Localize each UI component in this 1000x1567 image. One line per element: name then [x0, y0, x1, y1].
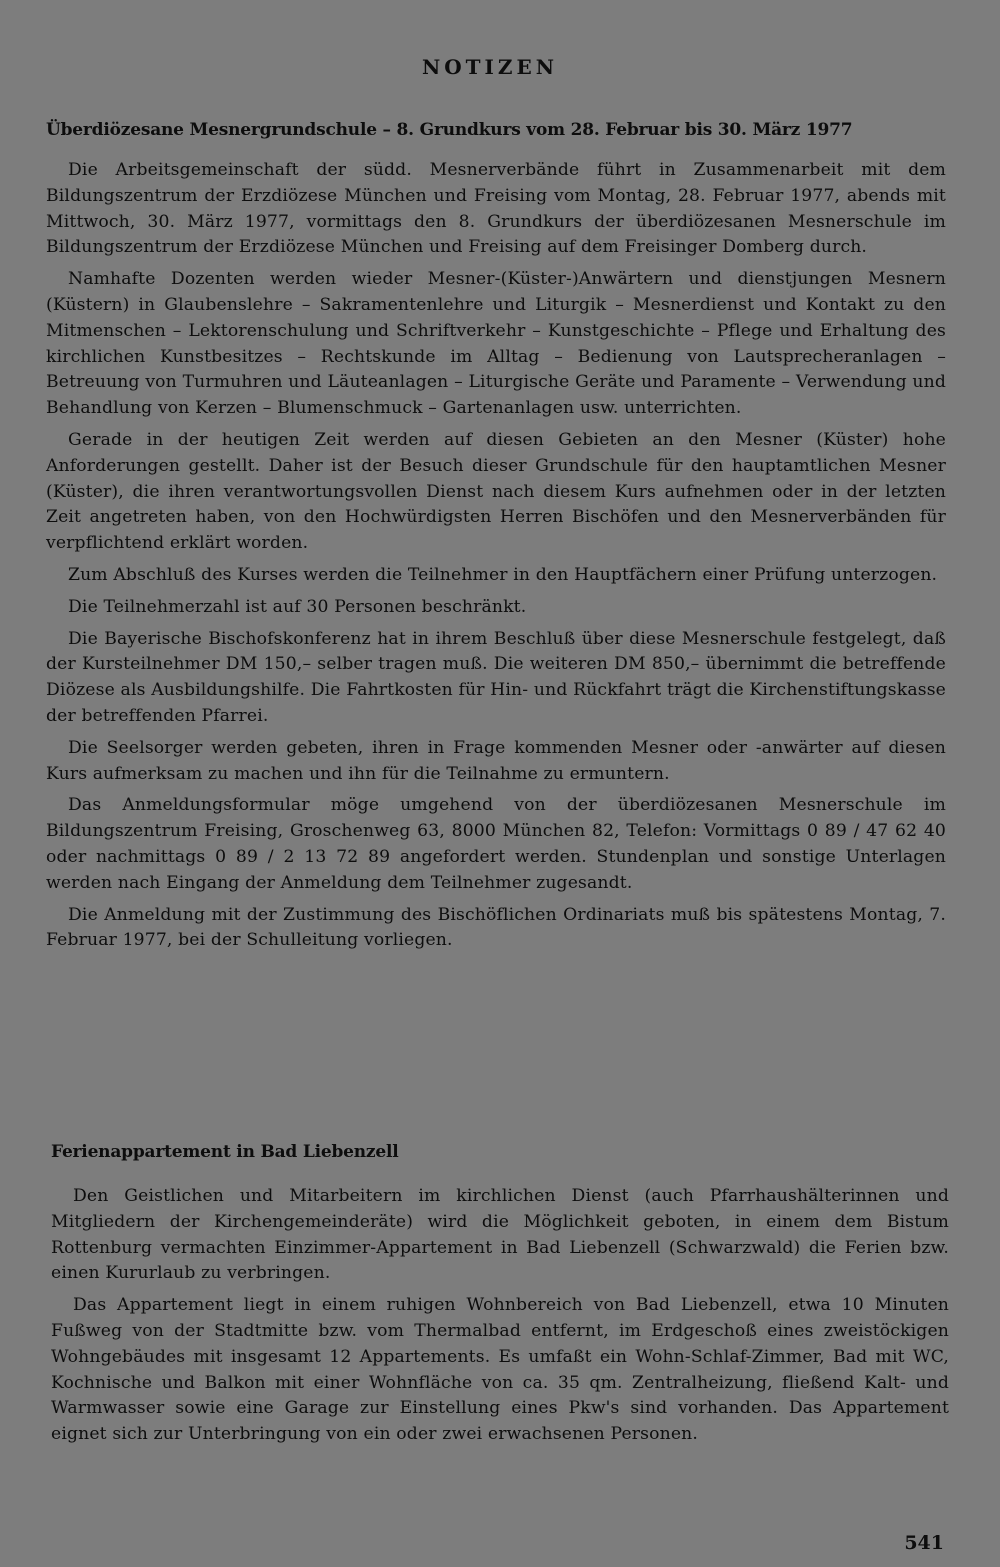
paragraph: Namhafte Dozenten werden wieder Mesner-(Küster-)Anwärtern und dienstjungen Mesnern (Küstern) in Glaubenslehre – Sakramentenlehre und Liturgik – Mesnerdienst und Kontakt zu den Mitmenschen – Lektorenschulung und Schriftverkehr – Kunstgeschichte – Pflege und Erhaltung des kirchlichen Kunstbesitzes – Rechtskunde im Alltag – Bedienung von Lautsprecheranlagen – Betreuung von Turmuhren und Läuteanlagen – Liturgische Geräte und Paramente – Verwendung und Behandlung von Kerzen – Blumenschmuck – Gartenanlagen usw. unterrichten.: [46, 269, 946, 419]
paragraph: Die Bayerische Bischofskonferenz hat in ihrem Beschluß über diese Mesnerschule festgelegt, daß der Kursteilnehmer DM 150,– selber tragen muß. Die weiteren DM 850,– übernimmt die betreffende Diözese als Ausbildungshilfe. Die Fahrtkosten für Hin- und Rückfahrt trägt die Kirchenstiftungskasse der betreffenden Pfarrei.: [46, 628, 946, 726]
paragraph: Das Anmeldungsformular möge umgehend von der überdiözesanen Mesnerschule im Bildungszentrum Freising, Groschenweg 63, 8000 München 82, Telefon: Vormittags 0 89 / 47 62 40 oder nachmittags 0 89 / 2 13 72 89 angefordert werden. Stundenplan und sonstige Unterlagen werden nach Eingang der Anmeldung dem Teilnehmer zugesandt.: [46, 795, 946, 893]
paragraph: Das Appartement liegt in einem ruhigen Wohnbereich von Bad Liebenzell, etwa 10 Minuten Fußweg von der Stadtmitte bzw. vom Thermalbad entfernt, im Erdgeschoß eines zweistöckigen Wohngebäudes mit insgesamt 12 Appartements. Es umfaßt ein Wohn-Schlaf-Zimmer, Bad mit WC, Kochnische und Balkon mit einer Wohnfläche von ca. 35 qm. Zentralheizung, fließend Kalt- und Warmwasser sowie eine Garage zur Einstellung eines Pkw's sind vorhanden. Das Appartement eignet sich zur Unterbringung von ein oder zwei erwachsenen Personen.: [51, 1295, 949, 1445]
paragraph: Gerade in der heutigen Zeit werden auf diesen Gebieten an den Mesner (Küster) hohe Anforderungen gestellt. Daher ist der Besuch dieser Grundschule für den hauptamtlichen Mesner (Küster), die ihren verantwortungsvollen Dienst nach diesem Kurs aufnehmen oder in der letzten Zeit angetreten haben, von den Hochwürdigsten Herren Bischöfen und den Mesnerverbänden für verpflichtend erklärt worden.: [46, 429, 946, 554]
article-title: Ferienappartement in Bad Liebenzell: [51, 1142, 399, 1162]
paragraph: Die Seelsorger werden gebeten, ihren in Frage kommenden Mesner oder -anwärter auf diesen Kurs aufmerksam zu machen und ihn für die Teilnahme zu ermuntern.: [46, 737, 946, 784]
paragraph: Den Geistlichen und Mitarbeitern im kirchlichen Dienst (auch Pfarrhaushälterinnen und Mitgliedern der Kirchengemeinderäte) wird die Möglichkeit geboten, in einem dem Bistum Rottenburg vermachten Einzimmer-Appartement in Bad Liebenzell (Schwarzwald) die Ferien bzw. einen Kururlaub zu verbringen.: [51, 1186, 949, 1284]
article-ferienappartement: [46, 1140, 949, 1454]
article-mesnergrundschule: [46, 118, 946, 960]
paragraph: Die Arbeitsgemeinschaft der südd. Mesnerverbände führt in Zusammenarbeit mit dem Bildungszentrum der Erzdiözese München und Freising vom Montag, 28. Februar 1977, abends mit Mittwoch, 30. März 1977, vormittags den 8. Grundkurs der überdiözesanen Mesnerschule im Bildungszentrum der Erzdiözese München und Freising auf dem Freisinger Domberg durch.: [46, 160, 946, 258]
paragraph: Die Anmeldung mit der Zustimmung des Bischöflichen Ordinariats muß bis spätestens Montag, 7. Februar 1977, bei der Schulleitung vorliegen.: [46, 904, 946, 951]
paragraph: Zum Abschluß des Kurses werden die Teilnehmer in den Hauptfächern einer Prüfung unterzogen.: [68, 564, 938, 585]
page-header: NOTIZEN: [421, 55, 559, 79]
article-title: Überdiözesane Mesnergrundschule – 8. Grundkurs vom 28. Februar bis 30. März 1977: [46, 120, 853, 140]
paragraph: Die Teilnehmerzahl ist auf 30 Personen beschränkt.: [68, 596, 527, 617]
page-number: 541: [904, 1532, 944, 1554]
